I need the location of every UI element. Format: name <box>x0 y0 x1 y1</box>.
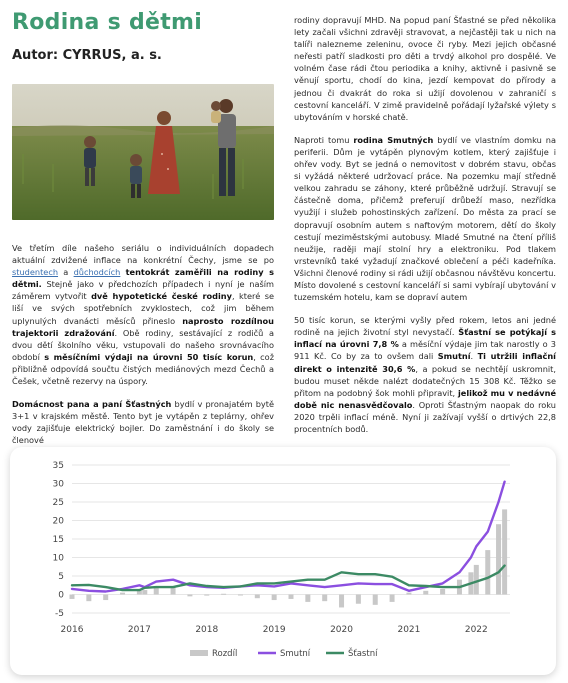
link-studenti[interactable]: studentech <box>12 267 59 278</box>
bold-text: dvě hypotetické české rodiny <box>91 291 232 302</box>
bar-rozdil <box>187 595 192 597</box>
family-photo-image <box>12 84 274 220</box>
text-span: bydlí v pronajatém bytě 3+1 v krajském městě. Tento byt je vytápěn z teplárny, ohřev vody zajišťuje elektrický bojler. Do zaměstnání i do školy se členové <box>12 399 274 446</box>
inflation-chart-svg <box>10 447 556 675</box>
text-span: Naproti tomu <box>294 134 354 145</box>
text-span: , které se liší ve svých spotřebních zvyklostech, což jim během uplynulých dvanácti měsíců přineslo <box>12 291 275 326</box>
conclusion-paragraph <box>294 314 556 435</box>
bar-rozdil <box>305 595 310 602</box>
smutni-paragraph <box>294 134 556 303</box>
page-title: Rodina s dětmi <box>12 10 203 35</box>
x-tick-label: 2019 <box>262 625 286 635</box>
bar-rozdil <box>137 591 142 595</box>
text-span: , a pokud se nechtějí uskromnit, budou muset někde nalézt dodatečných 15 308 Kč. Těžko se přitom na podobný šok mohli připravit, <box>294 363 556 398</box>
x-tick-label: 2018 <box>195 625 219 635</box>
intro-paragraph <box>12 242 274 387</box>
bar-rozdil <box>70 595 75 599</box>
bar-rozdil <box>272 595 277 601</box>
text-span: a <box>58 267 74 278</box>
x-tick-label: 2016 <box>60 625 84 635</box>
text-span: . Oproti Šťastným naopak do roku 2020 trpěli inflací méně. Nyní ji zažívají vyšší o drtivých 22,8 procentních bodů. <box>294 399 556 434</box>
bold-text: tentokrát zaměřili na rodiny s dětmi. <box>12 267 274 290</box>
x-tick-label: 2022 <box>464 625 488 635</box>
bold-text: Ti utržili inflační direkt o intenzitě 30,6 % <box>294 351 556 374</box>
x-tick-label: 2020 <box>330 625 353 635</box>
bar-rozdil <box>406 593 411 595</box>
bar-rozdil <box>474 565 479 595</box>
bold-text: Šťastní se potýkají s inflací na úrovni 7,8 % <box>294 327 556 350</box>
bar-rozdil <box>423 591 428 595</box>
bar-rozdil <box>440 589 445 595</box>
text-span: . Obě rodiny, sestávající z rodičů a dvou dětí školního věku, vstupovali do našeho srovnávacího období <box>12 327 275 362</box>
bar-rozdil <box>86 595 91 602</box>
y-tick-label: 0 <box>58 590 64 601</box>
legend-label: Rozdíl <box>212 649 238 659</box>
y-tick-label: 35 <box>52 461 64 471</box>
text-span: , což přibližně odpovídá součtu čistých mediánových mezd Čechů a Češek, včetně rezervy na úspory. <box>12 351 274 387</box>
y-tick-label: -5 <box>55 609 64 619</box>
legend-label: Smutní <box>280 649 311 659</box>
text-span: Ve třetím díle našeho seriálu o individuálních dopadech aktuální zdvižené inflace na konkrétní Čechy, jsme se po <box>12 243 274 266</box>
bold-text: naprosto rozdílnou trajektorii zdražování <box>12 315 275 338</box>
bar-rozdil <box>390 595 395 602</box>
family-photo <box>12 84 274 220</box>
y-tick-label: 30 <box>52 479 64 490</box>
line-smutni <box>72 482 505 592</box>
y-tick-label: 20 <box>52 516 64 527</box>
bold-text: Smutní <box>437 351 471 362</box>
bar-rozdil <box>373 595 378 605</box>
bold-text: s měsíčními výdaji na úrovni 50 tisíc korun <box>44 351 254 362</box>
bar-rozdil <box>356 595 361 604</box>
bar-rozdil <box>221 594 226 595</box>
text-span: Stejně jako v předchozích případech i nyní je naším záměrem vytvořit <box>12 279 274 302</box>
left-text-column <box>12 242 274 458</box>
bold-text: jelikož mu v nedávné době nic nenasvědčovalo <box>294 387 556 410</box>
text-span: a měsíční výdaje jim tak narostly o 3 911 Kč. Co by za to ovšem dali <box>294 339 556 362</box>
bar-rozdil <box>485 550 490 594</box>
bar-rozdil <box>238 595 243 596</box>
bar-rozdil <box>339 595 344 608</box>
stastni-paragraph <box>12 398 274 446</box>
bar-rozdil <box>289 595 294 599</box>
x-tick-label: 2017 <box>127 625 151 635</box>
bold-text: Domácnost pana a paní Šťastných <box>12 399 172 410</box>
bar-rozdil <box>103 595 108 601</box>
stastni-continued-paragraph: rodiny dopravují MHD. Na popud paní Šťastné se před několika lety začali všichni zdravěji stravovat, a nejčastěji tak u nich na talíři nalezneme zeleninu, ovoce či ryby. Mezi jejich občasné neřesti patří sladkosti pro děti a trvdý alkohol pro dospělé. Ve volném čase rádi čtou periodika a knihy, aktivně i pasivně se věnují sportu, chodí do kina, jezdí kempovat do přírody a jednou či dvakrát do roka si užijí dovolenou v zahraničí s cestovní kanceláří. V zimě pravidelně pořádají lyžařské výlety s ubytováním v horské chatě. <box>294 15 556 122</box>
bar-rozdil <box>120 593 125 595</box>
bold-text: rodina Smutných <box>353 134 434 145</box>
x-tick-label: 2021 <box>397 625 421 635</box>
y-tick-label: 5 <box>58 572 64 582</box>
bar-rozdil <box>496 524 501 594</box>
bar-rozdil <box>204 595 209 596</box>
text-span: . <box>470 351 478 362</box>
bar-rozdil <box>322 595 327 602</box>
right-text-column <box>294 14 556 446</box>
link-duchodci[interactable]: důchodcích <box>73 267 121 278</box>
y-tick-label: 10 <box>52 553 64 564</box>
bar-rozdil <box>255 595 260 599</box>
text-span: 50 tisíc korun, se kterými vyšly před rokem, letos ani jedné rodině na jejich životní styl nevystačí. <box>294 315 556 338</box>
text-span: bydlí ve vlastním domku na periferii. Dům je vytápěn plynovým kotlem, který zajišťuje i ohřev vody. Byt se jedná o nemovitost v dobrém stavu, občas si vyžádá některé udržovací práce. Na pozemku mají středně velkou zahradu se záhony, které průběžně udržují. Stravují se částečně doma, přičemž preferují drůbeží maso, nezřídka využijí i služeb pohostinských zařízení. Do města za prací se dopravují osobním autem s naftovým motorem, dětí do školy cestují meziměstskými autobusy. Mladé Smutné na čtení příliš neužije, raději mají stolní hry a elektroniku. Pod tlakem vrstevníků také vyžadují značkové oblečení a péči kadeřníka. Všichni členové rodiny si rádi užijí občasnou návštěvu koncertu. Místo dovolené s cestovní kanceláří si sami vybírají ubytování v tuzemském hotelu, kam se dopraví autem <box>294 134 557 303</box>
inflation-chart <box>10 447 556 675</box>
bar-rozdil <box>502 509 507 594</box>
legend-swatch-rozdil <box>190 650 208 656</box>
bar-rozdil <box>142 590 147 594</box>
y-tick-label: 25 <box>52 498 64 508</box>
y-tick-label: 15 <box>52 535 64 545</box>
author-line: Autor: CYRRUS, a. s. <box>12 48 162 63</box>
legend-label: Šťastní <box>348 649 378 659</box>
